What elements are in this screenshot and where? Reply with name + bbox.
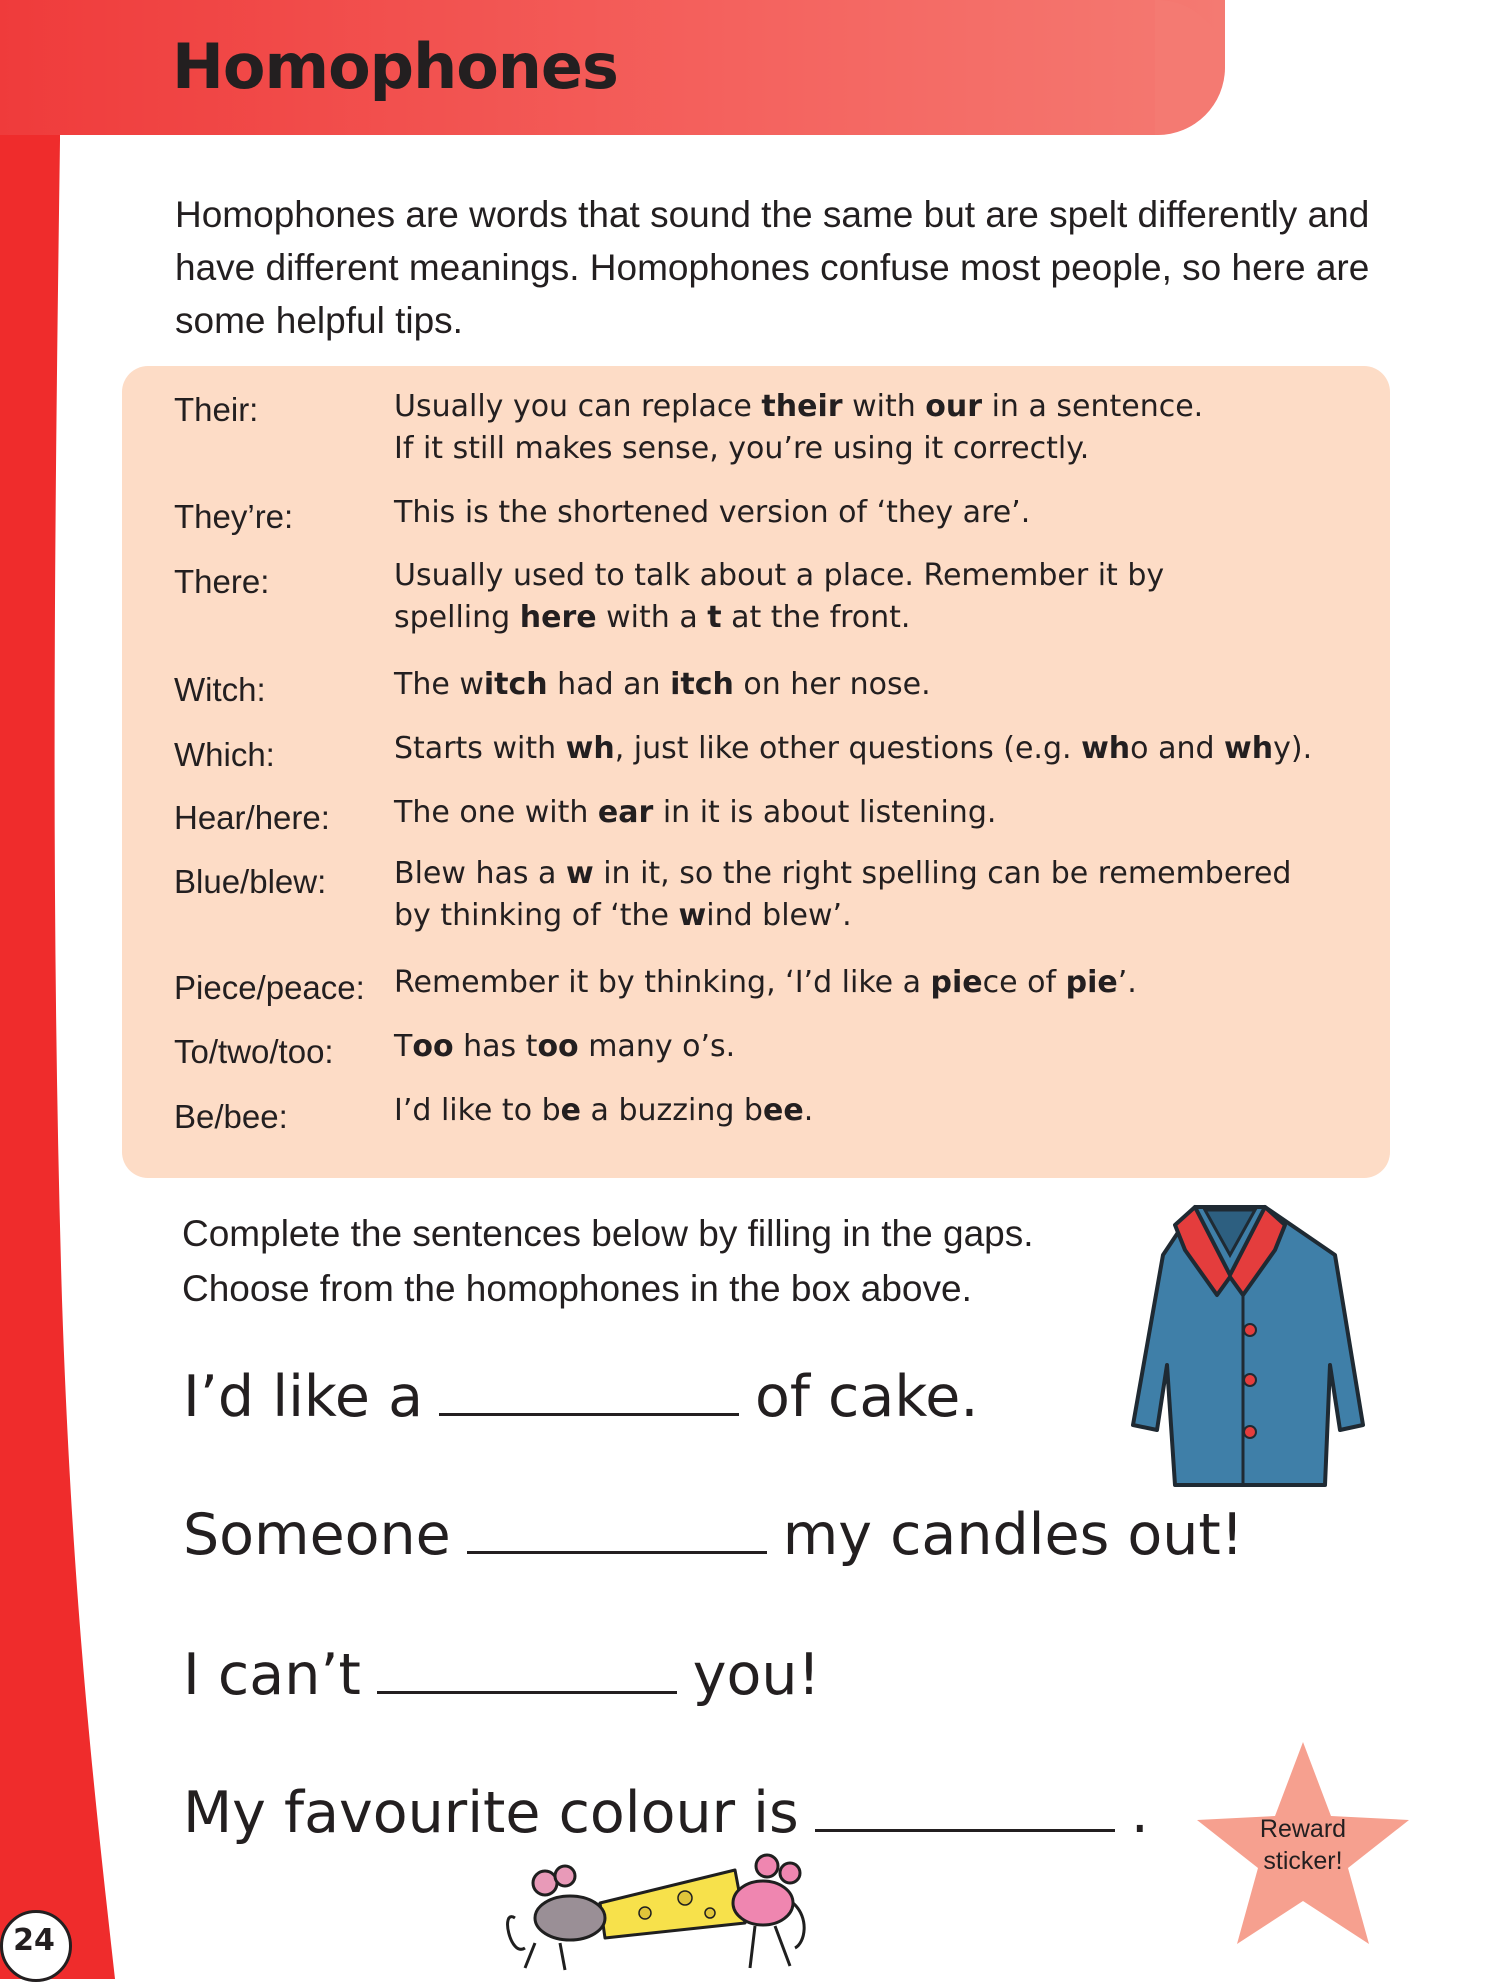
mice-with-cheese-icon <box>505 1848 815 1974</box>
reward-sticker-label <box>1228 1813 1378 1877</box>
tip-definition: This is the shortened version of ‘they are’. <box>394 495 1031 530</box>
exercise-sentence <box>183 1640 820 1710</box>
tip-definition: Starts with wh, just like other questions (e.g. who and why). <box>394 731 1313 766</box>
reward-line-1: Reward <box>1259 1815 1347 1843</box>
tip-term: They’re: <box>174 498 294 535</box>
exercise-sentence <box>183 1500 1244 1570</box>
page-title: Homophones <box>172 30 618 103</box>
sentence-end: of cake. <box>755 1364 979 1430</box>
exercise-sentence <box>183 1778 1149 1848</box>
answer-gap[interactable] <box>815 1779 1115 1832</box>
tip-definition: The one with ear in it is about listening. <box>394 795 997 830</box>
tip-definition: I’d like to be a buzzing bee. <box>394 1093 814 1128</box>
tip-definition: Usually used to talk about a place. Remember it by spelling here with a t at the front. <box>394 558 1165 635</box>
tip-definition: Blew has a w in it, so the right spelling can be remembered by thinking of ‘the wind blew’. <box>394 856 1292 933</box>
tip-term: To/two/too: <box>174 1033 334 1070</box>
tip-term: Hear/here: <box>174 799 330 836</box>
left-page-band <box>0 0 120 1979</box>
sentence-start: My favourite colour is <box>183 1780 799 1846</box>
tip-term: Piece/peace: <box>174 969 365 1006</box>
sentence-end: my candles out! <box>782 1502 1244 1568</box>
tip-term: Their: <box>174 391 259 428</box>
answer-gap[interactable] <box>467 1501 767 1554</box>
coat-icon <box>1125 1195 1370 1495</box>
answer-gap[interactable] <box>377 1641 677 1694</box>
sentence-start: I’d like a <box>183 1364 423 1430</box>
sentence-end: you! <box>692 1642 821 1708</box>
page-number: 24 <box>13 1923 55 1958</box>
tip-term: Be/bee: <box>174 1098 288 1135</box>
tip-term: Which: <box>174 736 275 773</box>
answer-gap[interactable] <box>439 1363 739 1416</box>
instructions-line-2: Choose from the homophones in the box above. <box>182 1268 972 1309</box>
tip-definition: The witch had an itch on her nose. <box>394 667 931 702</box>
exercise-sentence <box>183 1362 979 1432</box>
instructions-line-1: Complete the sentences below by filling in the gaps. <box>182 1213 1034 1254</box>
tip-definition: Usually you can replace their with our in a sentence. If it still makes sense, you’re using it correctly. <box>394 389 1204 466</box>
tip-term: Witch: <box>174 671 266 708</box>
sentence-start: Someone <box>183 1502 451 1568</box>
sentence-end: . <box>1130 1780 1149 1846</box>
tip-term: Blue/blew: <box>174 863 327 900</box>
sentence-start: I can’t <box>183 1642 361 1708</box>
tip-definition: Too has too many o’s. <box>394 1029 736 1064</box>
reward-line-2: sticker! <box>1263 1847 1343 1875</box>
tip-definition: Remember it by thinking, ‘I’d like a piece of pie’. <box>394 965 1137 1000</box>
intro-paragraph: Homophones are words that sound the same but are spelt differently and have different meanings. Homophones confuse most people, so here are some helpful tips. <box>175 194 1370 341</box>
instructions <box>182 1206 1132 1316</box>
tip-term: There: <box>174 563 270 600</box>
